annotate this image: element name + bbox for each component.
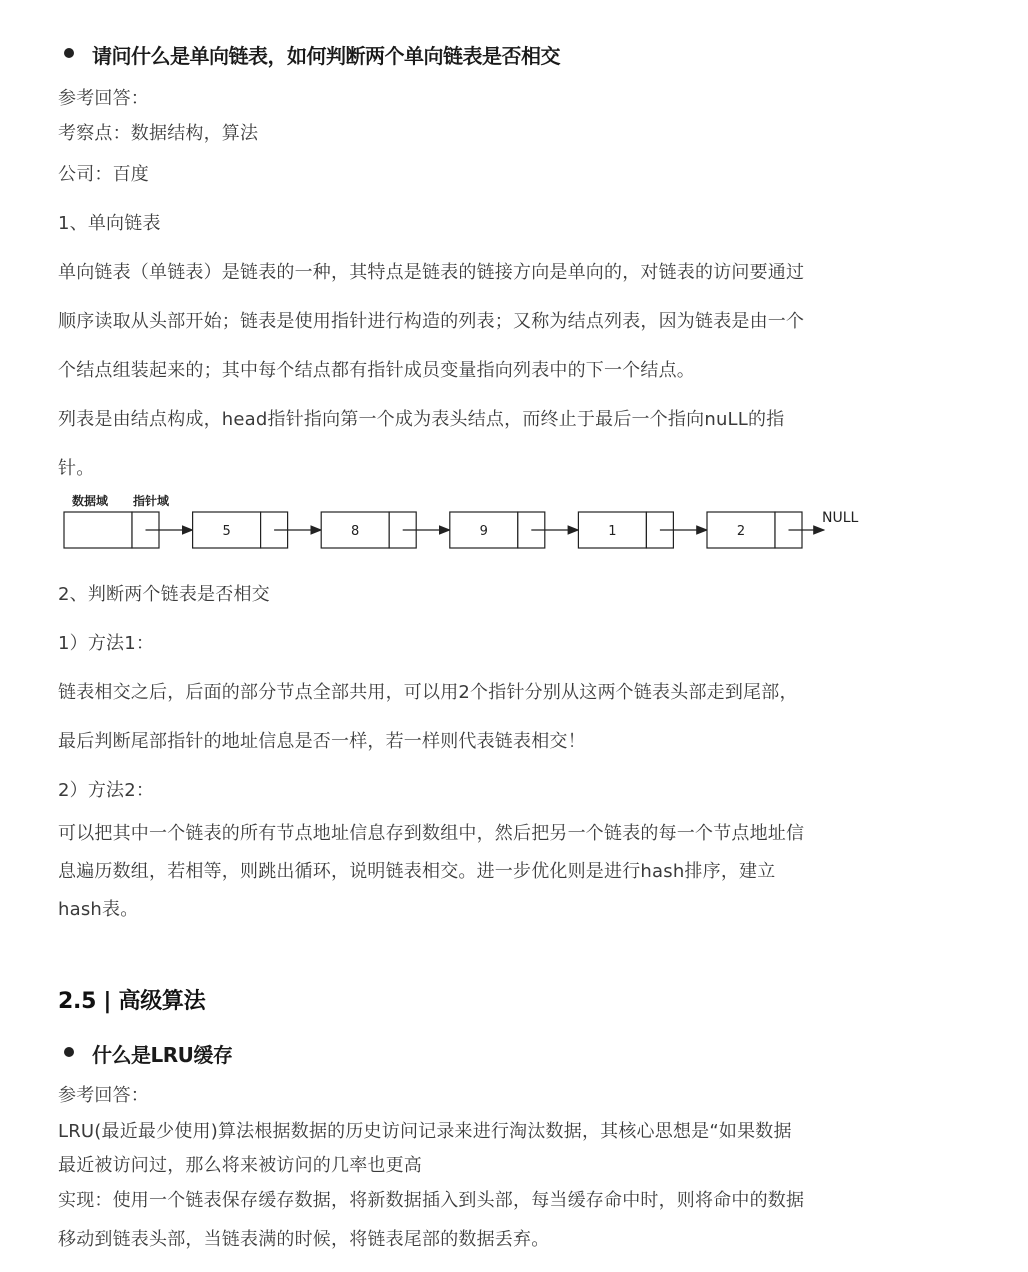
linked-list-diagram	[0, 488, 1028, 560]
paragraph-line: 息遍历数组，若相等，则跳出循环，说明链表相交。进一步优化则是进行hash排序，建立	[58, 861, 776, 882]
null-label: NULL	[822, 510, 859, 526]
question-title: 什么是LRU缓存	[92, 1043, 233, 1067]
paragraph-line: hash表。	[58, 899, 139, 920]
paragraph-line: 移动到链表头部，当链表满的时候，将链表尾部的数据丢弃。	[58, 1229, 550, 1250]
list-node	[450, 512, 579, 548]
list-node	[193, 512, 322, 548]
paragraph-line: 链表相交之后，后面的部分节点全部共用，可以用2个指针分别从这两个链表头部走到尾部，	[58, 682, 798, 703]
method2-heading: 2）方法2：	[58, 780, 155, 801]
paragraph-line: 可以把其中一个链表的所有节点地址信息存到数组中，然后把另一个链表的每一个节点地址信	[58, 823, 805, 844]
paragraph-line: 个结点组装起来的；其中每个结点都有指针成员变量指向列表中的下一个结点。	[58, 360, 695, 381]
subheading-singly-linked-list: 1、单向链表	[58, 213, 161, 234]
paragraph-line: 最近被访问过，那么将来被访问的几率也更高	[58, 1155, 422, 1176]
data-field-label: 数据域	[72, 494, 109, 508]
node-value: 2	[736, 524, 746, 539]
method1-heading: 1）方法1：	[58, 633, 155, 654]
node-value: 1	[608, 524, 617, 539]
bullet-icon	[64, 48, 74, 58]
reference-answer-label: 参考回答：	[58, 88, 149, 109]
paragraph-line: 实现：使用一个链表保存缓存数据，将新数据插入到头部，每当缓存命中时，则将命中的数据	[58, 1190, 805, 1211]
node-value: 8	[351, 524, 360, 539]
pointer-field-label: 指针域	[133, 494, 170, 508]
paragraph-line: 单向链表（单链表）是链表的一种，其特点是链表的链接方向是单向的，对链表的访问要通过	[58, 262, 805, 283]
list-node	[64, 512, 193, 548]
section-title: 2.5 | 高级算法	[58, 989, 206, 1014]
paragraph-line: 最后判断尾部指针的地址信息是否一样，若一样则代表链表相交！	[58, 731, 586, 752]
reference-answer-label: 参考回答：	[58, 1085, 149, 1106]
node-value: 5	[222, 524, 231, 539]
paragraph-line: 列表是由结点构成，head指针指向第一个成为表头结点，而终止于最后一个指向nuLL的指	[58, 409, 785, 430]
subheading-intersection: 2、判断两个链表是否相交	[58, 584, 270, 605]
bullet-icon	[64, 1047, 74, 1057]
question-title: 请问什么是单向链表，如何判断两个单向链表是否相交	[92, 44, 560, 68]
node-value: 9	[479, 524, 488, 539]
company: 公司：百度	[58, 164, 149, 185]
paragraph-line: 针。	[58, 458, 95, 479]
list-node	[321, 512, 450, 548]
paragraph-line: LRU(最近最少使用)算法根据数据的历史访问记录来进行淘汰数据，其核心思想是“如果数据	[58, 1121, 792, 1142]
list-node	[707, 512, 824, 548]
node-data-field	[64, 512, 132, 548]
exam-points: 考察点：数据结构，算法	[58, 123, 259, 144]
list-node	[578, 512, 707, 548]
paragraph-line: 顺序读取从头部开始；链表是使用指针进行构造的列表；又称为结点列表，因为链表是由一个	[58, 311, 805, 332]
